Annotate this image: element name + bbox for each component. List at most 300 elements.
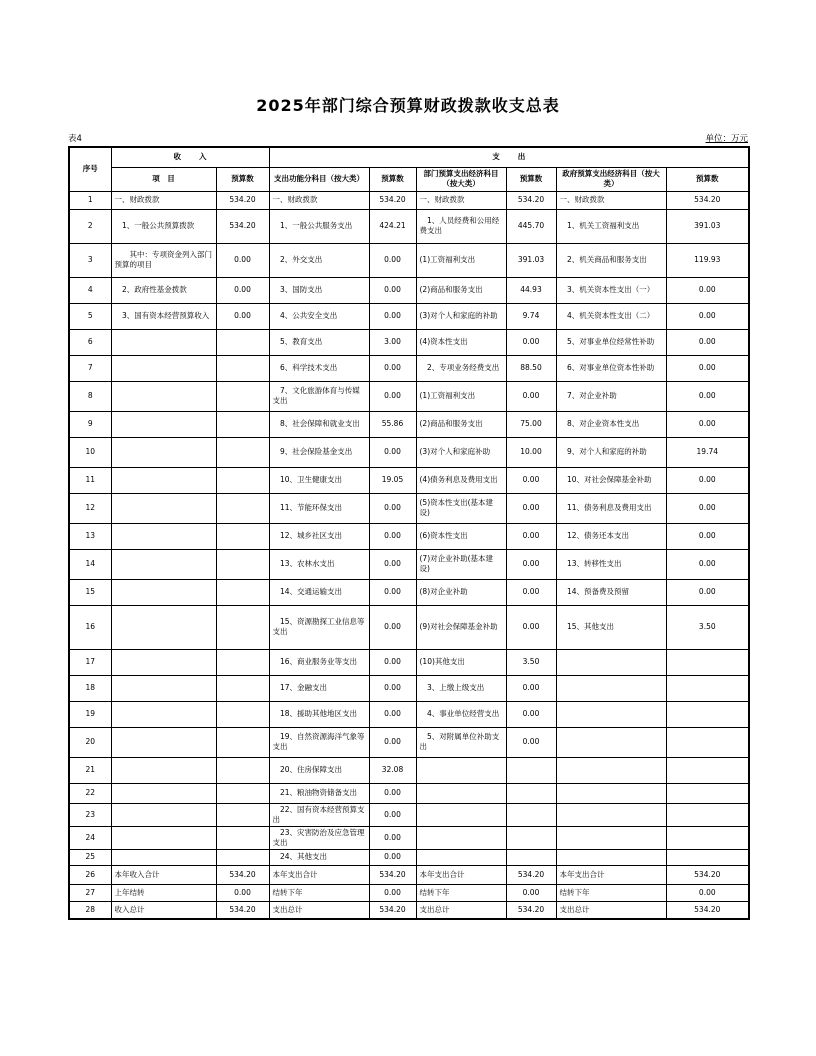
dept-econ-budget: 88.50 <box>506 355 556 381</box>
gov-econ-item: 7、对企业补助 <box>556 381 666 411</box>
table-row <box>69 277 749 303</box>
function-item: 23、灾害防治及应急管理支出 <box>269 826 369 849</box>
function-budget: 0.00 <box>369 493 416 523</box>
table-row <box>69 866 749 885</box>
function-budget: 0.00 <box>369 579 416 605</box>
income-budget <box>216 850 269 866</box>
row-number: 15 <box>69 579 111 605</box>
dept-econ-budget: 0.00 <box>506 381 556 411</box>
function-budget: 0.00 <box>369 381 416 411</box>
gov-econ-item: 10、对社会保障基金补助 <box>556 467 666 493</box>
gov-econ-budget: 0.00 <box>666 885 749 902</box>
gov-econ-item: 14、预备费及预留 <box>556 579 666 605</box>
gov-econ-item: 12、债务还本支出 <box>556 523 666 549</box>
dept-econ-item: 5、对附属单位补助支出 <box>416 727 506 757</box>
gov-econ-budget: 0.00 <box>666 467 749 493</box>
income-budget <box>216 757 269 783</box>
col-header-function-item: 支出功能分科目（按大类） <box>269 167 369 191</box>
gov-econ-budget: 391.03 <box>666 209 749 243</box>
row-number: 12 <box>69 493 111 523</box>
income-item <box>111 701 216 727</box>
dept-econ-item <box>416 850 506 866</box>
gov-econ-item: 本年支出合计 <box>556 866 666 885</box>
gov-econ-budget: 19.74 <box>666 437 749 467</box>
gov-econ-budget <box>666 850 749 866</box>
row-number: 3 <box>69 243 111 277</box>
dept-econ-item: (4)资本性支出 <box>416 329 506 355</box>
gov-econ-item: 4、机关资本性支出（二） <box>556 303 666 329</box>
col-group-income: 收入 <box>111 147 269 167</box>
dept-econ-item <box>416 826 506 849</box>
function-item: 4、公共安全支出 <box>269 303 369 329</box>
income-item <box>111 381 216 411</box>
income-budget <box>216 783 269 803</box>
dept-econ-budget: 0.00 <box>506 549 556 579</box>
income-budget <box>216 826 269 849</box>
dept-econ-item: 结转下年 <box>416 885 506 902</box>
gov-econ-budget: 0.00 <box>666 329 749 355</box>
income-budget: 0.00 <box>216 243 269 277</box>
income-item: 收入总计 <box>111 902 216 919</box>
income-budget <box>216 549 269 579</box>
income-item <box>111 803 216 826</box>
gov-econ-budget: 534.20 <box>666 191 749 209</box>
dept-econ-item: (9)对社会保障基金补助 <box>416 605 506 649</box>
function-budget: 0.00 <box>369 549 416 579</box>
income-item: 一、财政拨款 <box>111 191 216 209</box>
row-number: 5 <box>69 303 111 329</box>
function-item: 21、粮油物资储备支出 <box>269 783 369 803</box>
income-budget: 534.20 <box>216 191 269 209</box>
row-number: 22 <box>69 783 111 803</box>
dept-econ-item: (3)对个人和家庭补助 <box>416 437 506 467</box>
table-row <box>69 191 749 209</box>
dept-econ-item: (6)资本性支出 <box>416 523 506 549</box>
dept-econ-budget: 10.00 <box>506 437 556 467</box>
table-row <box>69 850 749 866</box>
gov-econ-item: 9、对个人和家庭的补助 <box>556 437 666 467</box>
row-number: 10 <box>69 437 111 467</box>
function-budget: 0.00 <box>369 850 416 866</box>
gov-econ-budget: 0.00 <box>666 355 749 381</box>
income-item <box>111 437 216 467</box>
gov-econ-budget: 0.00 <box>666 381 749 411</box>
dept-econ-budget: 0.00 <box>506 579 556 605</box>
row-number: 19 <box>69 701 111 727</box>
table-row <box>69 329 749 355</box>
income-budget <box>216 605 269 649</box>
col-header-function-budget: 预算数 <box>369 167 416 191</box>
gov-econ-item: 2、机关商品和服务支出 <box>556 243 666 277</box>
function-item: 19、自然资源海洋气象等支出 <box>269 727 369 757</box>
function-budget: 0.00 <box>369 303 416 329</box>
dept-econ-budget: 0.00 <box>506 605 556 649</box>
income-item <box>111 605 216 649</box>
gov-econ-item <box>556 783 666 803</box>
dept-econ-budget <box>506 850 556 866</box>
function-item: 结转下年 <box>269 885 369 902</box>
function-budget: 55.86 <box>369 411 416 437</box>
function-budget: 0.00 <box>369 355 416 381</box>
income-item <box>111 757 216 783</box>
page-title: 2025年部门综合预算财政拨款收支总表 <box>256 96 560 115</box>
function-item: 7、文化旅游体育与传媒支出 <box>269 381 369 411</box>
dept-econ-budget: 44.93 <box>506 277 556 303</box>
income-item <box>111 675 216 701</box>
table-row <box>69 727 749 757</box>
gov-econ-item: 13、转移性支出 <box>556 549 666 579</box>
gov-econ-budget <box>666 803 749 826</box>
gov-econ-item <box>556 727 666 757</box>
dept-econ-budget: 534.20 <box>506 902 556 919</box>
income-budget: 534.20 <box>216 902 269 919</box>
dept-econ-item <box>416 783 506 803</box>
dept-econ-item: (1)工资福利支出 <box>416 243 506 277</box>
function-item: 11、节能环保支出 <box>269 493 369 523</box>
gov-econ-item <box>556 675 666 701</box>
row-number: 4 <box>69 277 111 303</box>
dept-econ-budget: 9.74 <box>506 303 556 329</box>
table-number-label: 表4 <box>68 134 82 144</box>
dept-econ-budget <box>506 803 556 826</box>
gov-econ-item <box>556 701 666 727</box>
function-budget: 0.00 <box>369 885 416 902</box>
function-item: 10、卫生健康支出 <box>269 467 369 493</box>
income-item: 3、国有资本经营预算收入 <box>111 303 216 329</box>
income-budget <box>216 675 269 701</box>
income-item <box>111 783 216 803</box>
gov-econ-item: 支出总计 <box>556 902 666 919</box>
income-item <box>111 826 216 849</box>
col-header-gov-econ-budget: 预算数 <box>666 167 749 191</box>
row-number: 21 <box>69 757 111 783</box>
table-row <box>69 757 749 783</box>
income-budget <box>216 329 269 355</box>
function-budget: 0.00 <box>369 277 416 303</box>
row-number: 1 <box>69 191 111 209</box>
table-row <box>69 381 749 411</box>
function-item: 5、教育支出 <box>269 329 369 355</box>
row-number: 28 <box>69 902 111 919</box>
col-header-dept-econ-item: 部门预算支出经济科目（按大类） <box>416 167 506 191</box>
function-budget: 32.08 <box>369 757 416 783</box>
row-number: 23 <box>69 803 111 826</box>
income-item: 2、政府性基金拨款 <box>111 277 216 303</box>
income-budget <box>216 523 269 549</box>
income-budget <box>216 493 269 523</box>
function-budget: 534.20 <box>369 902 416 919</box>
gov-econ-budget <box>666 826 749 849</box>
gov-econ-budget <box>666 783 749 803</box>
function-item: 17、金融支出 <box>269 675 369 701</box>
function-budget: 534.20 <box>369 191 416 209</box>
function-budget: 0.00 <box>369 701 416 727</box>
income-budget <box>216 803 269 826</box>
row-number: 2 <box>69 209 111 243</box>
row-number: 18 <box>69 675 111 701</box>
row-number: 24 <box>69 826 111 849</box>
income-item <box>111 355 216 381</box>
dept-econ-item: 本年支出合计 <box>416 866 506 885</box>
dept-econ-budget: 0.00 <box>506 885 556 902</box>
table-row <box>69 437 749 467</box>
row-number: 13 <box>69 523 111 549</box>
dept-econ-item: 一、财政拨款 <box>416 191 506 209</box>
gov-econ-item: 1、机关工资福利支出 <box>556 209 666 243</box>
income-item <box>111 411 216 437</box>
dept-econ-budget: 391.03 <box>506 243 556 277</box>
table-row <box>69 579 749 605</box>
gov-econ-budget: 0.00 <box>666 523 749 549</box>
table-row <box>69 303 749 329</box>
income-item: 其中：专项资金列入部门预算的项目 <box>111 243 216 277</box>
dept-econ-budget: 534.20 <box>506 866 556 885</box>
gov-econ-budget: 3.50 <box>666 605 749 649</box>
table-row <box>69 243 749 277</box>
income-item <box>111 579 216 605</box>
function-budget: 0.00 <box>369 605 416 649</box>
row-number: 6 <box>69 329 111 355</box>
table-row <box>69 209 749 243</box>
col-header-gov-econ-item: 政府预算支出经济科目（按大类） <box>556 167 666 191</box>
dept-econ-item: (5)资本性支出(基本建设) <box>416 493 506 523</box>
income-budget <box>216 381 269 411</box>
dept-econ-budget: 445.70 <box>506 209 556 243</box>
gov-econ-budget: 0.00 <box>666 579 749 605</box>
dept-econ-budget: 534.20 <box>506 191 556 209</box>
function-item: 22、国有资本经营预算支出 <box>269 803 369 826</box>
row-number: 9 <box>69 411 111 437</box>
header-group-row <box>69 147 749 167</box>
gov-econ-item: 结转下年 <box>556 885 666 902</box>
income-item <box>111 493 216 523</box>
function-budget: 0.00 <box>369 727 416 757</box>
dept-econ-budget: 0.00 <box>506 701 556 727</box>
function-budget: 0.00 <box>369 649 416 675</box>
income-item <box>111 523 216 549</box>
table-row <box>69 605 749 649</box>
gov-econ-budget: 0.00 <box>666 411 749 437</box>
function-budget: 0.00 <box>369 826 416 849</box>
gov-econ-item: 一、财政拨款 <box>556 191 666 209</box>
function-budget: 0.00 <box>369 675 416 701</box>
dept-econ-item: 3、上缴上级支出 <box>416 675 506 701</box>
gov-econ-item <box>556 803 666 826</box>
function-item: 18、援助其他地区支出 <box>269 701 369 727</box>
dept-econ-item <box>416 757 506 783</box>
gov-econ-budget: 0.00 <box>666 549 749 579</box>
row-number: 8 <box>69 381 111 411</box>
income-item <box>111 850 216 866</box>
function-item: 8、社会保障和就业支出 <box>269 411 369 437</box>
row-number: 11 <box>69 467 111 493</box>
gov-econ-budget: 534.20 <box>666 866 749 885</box>
function-budget: 0.00 <box>369 437 416 467</box>
income-budget <box>216 411 269 437</box>
income-budget <box>216 437 269 467</box>
dept-econ-budget <box>506 826 556 849</box>
function-budget: 3.00 <box>369 329 416 355</box>
table-row <box>69 783 749 803</box>
table-row <box>69 467 749 493</box>
table-header <box>69 147 749 191</box>
function-budget: 0.00 <box>369 243 416 277</box>
table-row <box>69 523 749 549</box>
row-number: 26 <box>69 866 111 885</box>
function-budget: 0.00 <box>369 803 416 826</box>
dept-econ-item: 2、专项业务经费支出 <box>416 355 506 381</box>
function-item: 2、外交支出 <box>269 243 369 277</box>
gov-econ-item: 6、对事业单位资本性补助 <box>556 355 666 381</box>
row-number: 25 <box>69 850 111 866</box>
function-item: 一、财政拨款 <box>269 191 369 209</box>
dept-econ-budget <box>506 757 556 783</box>
function-item: 24、其他支出 <box>269 850 369 866</box>
income-budget <box>216 355 269 381</box>
gov-econ-item <box>556 757 666 783</box>
gov-econ-item <box>556 649 666 675</box>
dept-econ-budget: 0.00 <box>506 329 556 355</box>
gov-econ-budget <box>666 727 749 757</box>
income-item <box>111 329 216 355</box>
income-item <box>111 649 216 675</box>
function-item: 6、科学技术支出 <box>269 355 369 381</box>
function-item: 15、资源勘探工业信息等支出 <box>269 605 369 649</box>
table-row <box>69 411 749 437</box>
income-item <box>111 549 216 579</box>
col-header-income-item: 项目 <box>111 167 216 191</box>
dept-econ-item: 1、人员经费和公用经费支出 <box>416 209 506 243</box>
income-budget <box>216 649 269 675</box>
function-item: 13、农林水支出 <box>269 549 369 579</box>
function-budget: 424.21 <box>369 209 416 243</box>
income-item: 上年结转 <box>111 885 216 902</box>
income-budget <box>216 579 269 605</box>
dept-econ-budget <box>506 783 556 803</box>
unit-label: 单位：万元 <box>705 134 748 144</box>
table-row <box>69 675 749 701</box>
col-header-dept-econ-budget: 预算数 <box>506 167 556 191</box>
function-item: 16、商业服务业等支出 <box>269 649 369 675</box>
dept-econ-item: 4、事业单位经营支出 <box>416 701 506 727</box>
income-item <box>111 727 216 757</box>
table-meta-row <box>68 132 748 144</box>
income-item <box>111 467 216 493</box>
table-row <box>69 649 749 675</box>
income-budget: 534.20 <box>216 866 269 885</box>
gov-econ-item: 3、机关资本性支出（一） <box>556 277 666 303</box>
table-row <box>69 902 749 919</box>
row-number: 27 <box>69 885 111 902</box>
income-budget <box>216 701 269 727</box>
income-budget: 0.00 <box>216 885 269 902</box>
income-budget <box>216 467 269 493</box>
gov-econ-budget: 534.20 <box>666 902 749 919</box>
gov-econ-budget: 119.93 <box>666 243 749 277</box>
income-budget <box>216 727 269 757</box>
gov-econ-item <box>556 826 666 849</box>
dept-econ-item <box>416 803 506 826</box>
gov-econ-item: 5、对事业单位经常性补助 <box>556 329 666 355</box>
income-budget: 534.20 <box>216 209 269 243</box>
table-row <box>69 803 749 826</box>
gov-econ-item: 8、对企业资本性支出 <box>556 411 666 437</box>
budget-summary-table <box>68 146 750 920</box>
function-item: 20、住房保障支出 <box>269 757 369 783</box>
gov-econ-budget <box>666 701 749 727</box>
function-item: 14、交通运输支出 <box>269 579 369 605</box>
row-number: 14 <box>69 549 111 579</box>
dept-econ-item: (2)商品和服务支出 <box>416 277 506 303</box>
dept-econ-item: (3)对个人和家庭的补助 <box>416 303 506 329</box>
dept-econ-item: (7)对企业补助(基本建设) <box>416 549 506 579</box>
function-item: 本年支出合计 <box>269 866 369 885</box>
table-row <box>69 885 749 902</box>
dept-econ-budget: 3.50 <box>506 649 556 675</box>
function-budget: 534.20 <box>369 866 416 885</box>
gov-econ-budget <box>666 757 749 783</box>
dept-econ-item: (10)其他支出 <box>416 649 506 675</box>
col-group-expense: 支出 <box>269 147 749 167</box>
gov-econ-item: 11、债务利息及费用支出 <box>556 493 666 523</box>
function-item: 支出总计 <box>269 902 369 919</box>
gov-econ-budget: 0.00 <box>666 303 749 329</box>
function-budget: 0.00 <box>369 523 416 549</box>
income-budget: 0.00 <box>216 303 269 329</box>
income-budget: 0.00 <box>216 277 269 303</box>
function-item: 1、一般公共服务支出 <box>269 209 369 243</box>
function-item: 12、城乡社区支出 <box>269 523 369 549</box>
function-item: 9、社会保险基金支出 <box>269 437 369 467</box>
income-item: 1、一般公共预算拨款 <box>111 209 216 243</box>
gov-econ-budget: 0.00 <box>666 493 749 523</box>
row-number: 16 <box>69 605 111 649</box>
function-budget: 0.00 <box>369 783 416 803</box>
gov-econ-budget <box>666 675 749 701</box>
table-row <box>69 826 749 849</box>
table-row <box>69 701 749 727</box>
row-number: 7 <box>69 355 111 381</box>
table-body <box>69 191 749 919</box>
dept-econ-item: (1)工资福利支出 <box>416 381 506 411</box>
table-row <box>69 549 749 579</box>
gov-econ-budget <box>666 649 749 675</box>
header-columns-row <box>69 167 749 191</box>
col-header-serial: 序号 <box>69 147 111 191</box>
dept-econ-budget: 0.00 <box>506 493 556 523</box>
table-row <box>69 493 749 523</box>
dept-econ-item: 支出总计 <box>416 902 506 919</box>
gov-econ-item <box>556 850 666 866</box>
gov-econ-item: 15、其他支出 <box>556 605 666 649</box>
dept-econ-budget: 0.00 <box>506 523 556 549</box>
dept-econ-item: (2)商品和服务支出 <box>416 411 506 437</box>
function-item: 3、国防支出 <box>269 277 369 303</box>
col-header-income-budget: 预算数 <box>216 167 269 191</box>
dept-econ-budget: 0.00 <box>506 727 556 757</box>
dept-econ-budget: 75.00 <box>506 411 556 437</box>
dept-econ-item: (4)债务利息及费用支出 <box>416 467 506 493</box>
row-number: 17 <box>69 649 111 675</box>
function-budget: 19.05 <box>369 467 416 493</box>
dept-econ-item: (8)对企业补助 <box>416 579 506 605</box>
table-row <box>69 355 749 381</box>
dept-econ-budget: 0.00 <box>506 467 556 493</box>
dept-econ-budget: 0.00 <box>506 675 556 701</box>
income-item: 本年收入合计 <box>111 866 216 885</box>
row-number: 20 <box>69 727 111 757</box>
gov-econ-budget: 0.00 <box>666 277 749 303</box>
